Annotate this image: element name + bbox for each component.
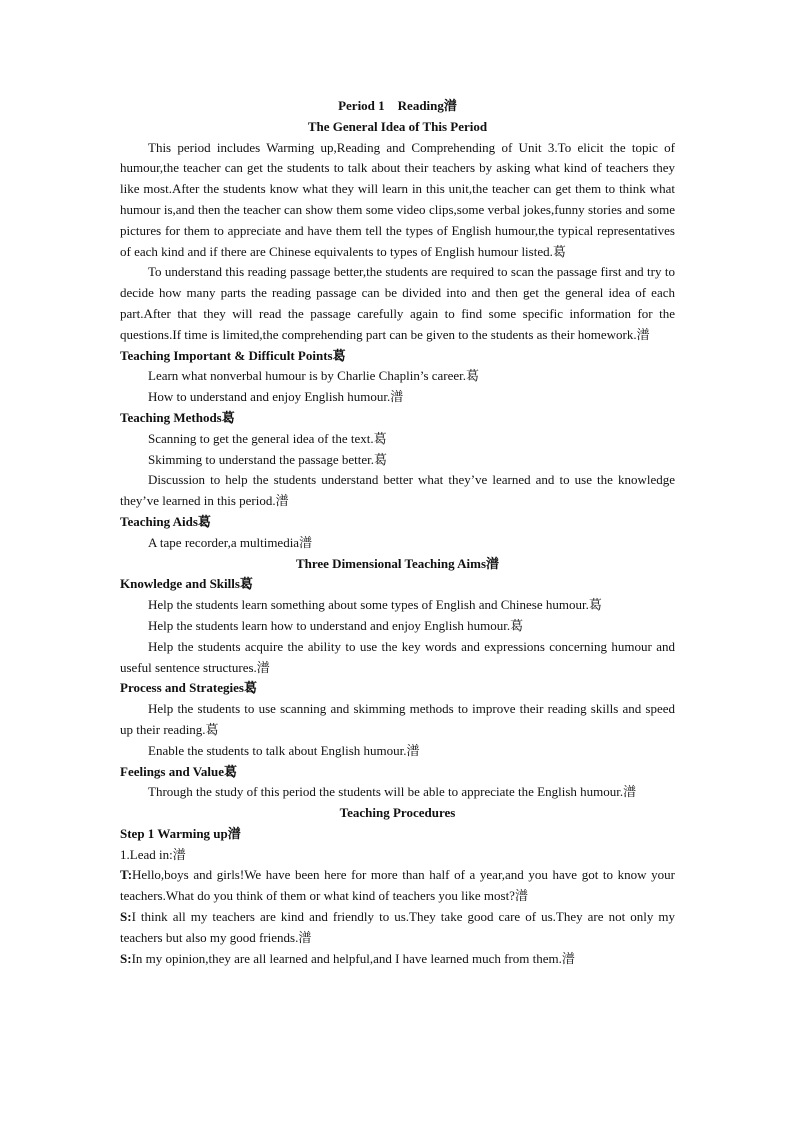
paragraph: To understand this reading passage better,the students are required to scan the passage first and try to decide how many parts the reading passage can be divided into and then get the general idea of each part.After that they will read the passage carefully again to find some specific information for the questions.If time is limited,the comprehending part can be given to the students as their homework.潽 [120, 264, 675, 342]
procedures-heading: Teaching Procedures [339, 805, 456, 821]
general-idea-heading: The General Idea of This Period [307, 118, 488, 134]
step-heading: Step 1 Warming up潽 [120, 825, 241, 841]
list-item: How to understand and enjoy English humour.潽 [148, 389, 404, 405]
section-heading-feelings: Feelings and Value葛 [120, 763, 238, 779]
list-item: Help the students learn something about some types of English and Chinese humour.葛 [148, 597, 602, 613]
dialogue-text: In my opinion,they are all learned and helpful,and I have learned much from them.潽 [131, 950, 575, 966]
list-item: Skimming to understand the passage better.葛 [148, 451, 388, 467]
dialogue-text: I think all my teachers are kind and friendly to us.They take good care of us.They are not only my teachers but also my good friends.潽 [120, 909, 675, 945]
document-page [120, 96, 675, 969]
list-item: Enable the students to talk about English humour.潽 [148, 742, 420, 758]
list-item: Scanning to get the general idea of the text.葛 [148, 430, 387, 446]
list-item: Help the students to use scanning and skimming methods to improve their reading skills and speed up their reading.葛 [120, 701, 675, 737]
section-heading-methods: Teaching Methods葛 [120, 409, 235, 425]
speaker-label: T: [120, 867, 133, 883]
dialogue-line [120, 907, 675, 949]
list-item: Through the study of this period the students will be able to appreciate the English humour.潽 [148, 784, 637, 800]
section-heading-process: Process and Strategies葛 [120, 680, 257, 696]
speaker-label: S: [120, 950, 132, 966]
section-heading-aids: Teaching Aids葛 [120, 513, 211, 529]
paragraph: This period includes Warming up,Reading and Comprehending of Unit 3.To elicit the topic of humour,the teacher can get the students to talk about their teachers by asking what kind of teachers they like most.After the students know what they will learn in this unit,the teacher can get them to think what humour is,and then the teacher can show them some video clips,some verbal jokes,funny stories and some pictures for them to appreciate and have them tell the types of English humour,the typical representatives of each kind and if there are Chinese equivalents to types of English humour listed.葛 [120, 139, 675, 259]
dialogue-line [120, 865, 675, 907]
dialogue-line [120, 949, 675, 970]
list-item: Help the students acquire the ability to use the key words and expressions concerning humour and useful sentence structures.潽 [120, 638, 675, 675]
list-item: Help the students learn how to understand and enjoy English humour.葛 [148, 617, 524, 633]
list-item: Learn what nonverbal humour is by Charlie Chaplin’s career.葛 [148, 368, 480, 384]
dialogue-text: Hello,boys and girls!We have been here for more than half of a year,and you have got to know your teachers.What do you think of them or what kind of teachers you like most?潽 [120, 867, 675, 904]
page-title: Period 1 Reading潽 [338, 98, 457, 113]
speaker-label: S: [120, 909, 132, 925]
section-heading-knowledge: Knowledge and Skills葛 [120, 576, 253, 592]
three-dimensional-aims-heading: Three Dimensional Teaching Aims潽 [295, 555, 500, 571]
section-heading-important-points: Teaching Important & Difficult Points葛 [120, 347, 346, 363]
lead-in-line: 1.Lead in:潽 [120, 846, 186, 862]
list-item: A tape recorder,a multimedia潽 [148, 534, 313, 550]
list-item: Discussion to help the students understand better what they’ve learned and to use the knowledge they’ve learned in this period.潽 [120, 472, 675, 509]
